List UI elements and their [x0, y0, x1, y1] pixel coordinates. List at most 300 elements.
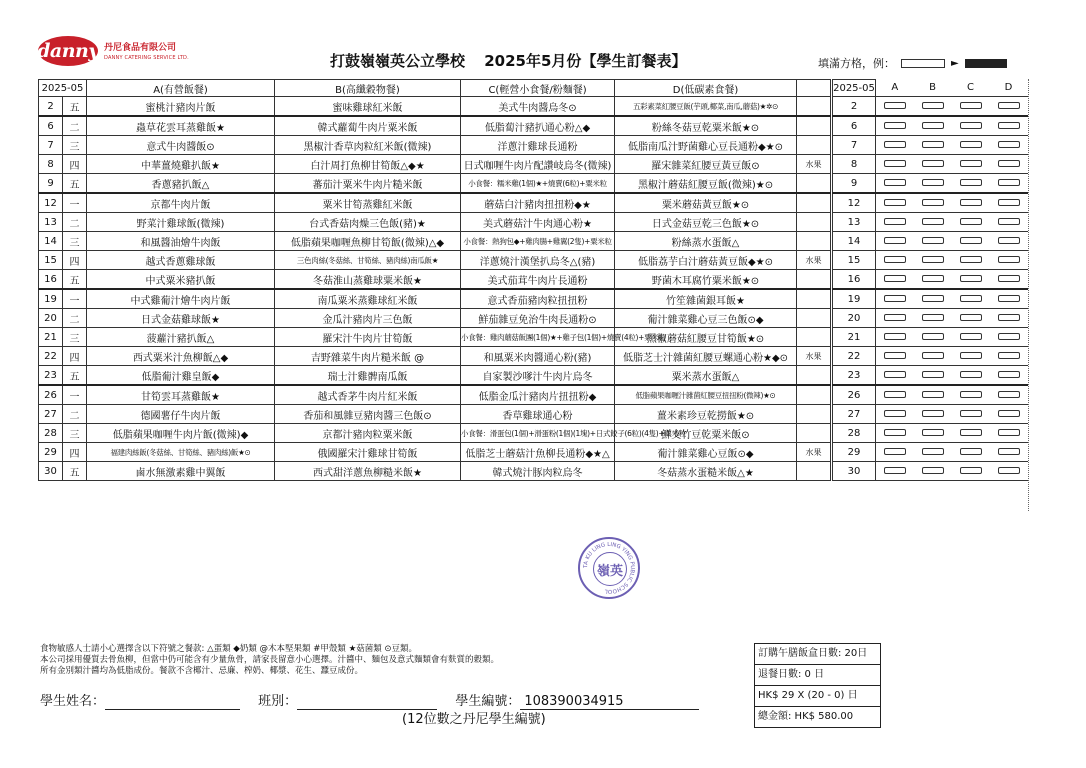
choice-box-d[interactable] [998, 160, 1020, 167]
choice-box-d[interactable] [998, 141, 1020, 148]
choice-box-d[interactable] [998, 237, 1020, 244]
meal-b: 瑞士汁雞髀南瓜飯 [275, 366, 461, 386]
choice-box-c[interactable] [960, 179, 982, 186]
choice-box-d[interactable] [998, 467, 1020, 474]
grid-cell-a [876, 424, 914, 443]
grid-date: 2 [833, 97, 876, 117]
menu-row [39, 443, 831, 462]
grid-cell-b [914, 193, 952, 213]
row-date: 12 [39, 193, 63, 213]
meal-c: 美式牛肉醬烏冬⊙ [461, 97, 615, 117]
choice-box-c[interactable] [960, 410, 982, 417]
menu-row [39, 462, 831, 481]
student-id-label: 學生編號： [455, 694, 521, 709]
meal-d: 野菌木耳腐竹粟米飯★⊙ [615, 270, 797, 290]
grid-cell-c [952, 270, 990, 290]
row-weekday: 五 [63, 97, 87, 117]
choice-box-b[interactable] [922, 467, 944, 474]
meal-c: 低脂蔔汁豬扒通心粉△◆ [461, 116, 615, 136]
grid-date: 27 [833, 405, 876, 424]
grid-cell-b [914, 116, 952, 136]
choice-box-b[interactable] [922, 199, 944, 206]
grid-cell-c [952, 232, 990, 251]
grid-cell-a [876, 251, 914, 270]
row-weekday: 三 [63, 232, 87, 251]
grid-date: 16 [833, 270, 876, 290]
meal-a: 中式雞葡汁燴牛肉片飯 [87, 289, 275, 309]
row-date: 27 [39, 405, 63, 424]
choice-box-d[interactable] [998, 429, 1020, 436]
choice-box-b[interactable] [922, 275, 944, 282]
grid-cell-a [876, 232, 914, 251]
meal-b: 俄國羅宋汁雞球甘筍飯 [275, 443, 461, 462]
menu-header-date: 2025-05 [39, 80, 87, 97]
fruit-note [797, 462, 831, 481]
fruit-note [797, 309, 831, 328]
choice-box-a[interactable] [884, 218, 906, 225]
meal-b: 台式香菇肉燥三色飯(豬)★ [275, 213, 461, 232]
grid-cell-a [876, 385, 914, 405]
choice-box-a[interactable] [884, 295, 906, 302]
choice-box-a[interactable] [884, 429, 906, 436]
meal-b: 蕃茄汁粟米牛肉片糙米飯 [275, 174, 461, 194]
grid-cell-b [914, 462, 952, 481]
choice-box-c[interactable] [960, 237, 982, 244]
fruit-note: 水果 [797, 251, 831, 270]
grid-cell-b [914, 328, 952, 347]
choice-box-a[interactable] [884, 467, 906, 474]
meal-a: 低脂葡汁雞皇飯◆ [87, 366, 275, 386]
menu-row [39, 309, 831, 328]
meal-a: 鹵水無激素雞中翼飯 [87, 462, 275, 481]
meal-d: 黑椒汁蘑菇紅腰豆飯(微辣)★⊙ [615, 174, 797, 194]
grid-cell-b [914, 136, 952, 155]
meal-d: 葡汁雜菜雞心豆三色飯⊙◆ [615, 309, 797, 328]
row-date: 23 [39, 366, 63, 386]
choice-box-d[interactable] [998, 391, 1020, 398]
row-date: 20 [39, 309, 63, 328]
choice-box-a[interactable] [884, 333, 906, 340]
grid-cell-d [990, 270, 1028, 290]
meal-d: 日式金菇豆乾三色飯★⊙ [615, 213, 797, 232]
stamp-center: 嶺英 [593, 552, 627, 586]
menu-header-d: D(低碳素食餐) [615, 80, 797, 97]
choice-box-d[interactable] [998, 218, 1020, 225]
menu-row [39, 405, 831, 424]
school-name: 打鼓嶺嶺英公立學校 [330, 52, 466, 70]
meal-b: 韓式蘿蔔牛肉片粟米飯 [275, 116, 461, 136]
menu-header-a: A(有營飯餐) [87, 80, 275, 97]
choice-box-b[interactable] [922, 448, 944, 455]
choice-box-b[interactable] [922, 141, 944, 148]
meal-b: 冬菇淮山蒸雞球粟米飯★ [275, 270, 461, 290]
meal-b: 低脂蘋果咖喱魚柳甘筍飯(微辣)△◆ [275, 232, 461, 251]
company-name [104, 43, 189, 63]
grid-cell-d [990, 424, 1028, 443]
row-weekday: 五 [63, 270, 87, 290]
grid-cell-b [914, 213, 952, 232]
choice-box-b[interactable] [922, 122, 944, 129]
choice-box-b[interactable] [922, 237, 944, 244]
grid-row [833, 443, 1028, 462]
grid-date: 28 [833, 424, 876, 443]
grid-cell-a [876, 309, 914, 328]
meal-a: 香蔥豬扒飯△ [87, 174, 275, 194]
grid-cell-b [914, 424, 952, 443]
meal-b: 吉野雜菜牛肉片糙米飯 @ [275, 347, 461, 366]
row-date: 2 [39, 97, 63, 117]
grid-cell-d [990, 443, 1028, 462]
row-weekday: 四 [63, 251, 87, 270]
grid-row [833, 462, 1028, 481]
meal-c: 鮮茄雜豆免治牛肉長通粉⊙ [461, 309, 615, 328]
choice-box-a[interactable] [884, 256, 906, 263]
fruit-note [797, 116, 831, 136]
choice-box-a[interactable] [884, 391, 906, 398]
grid-header-date: 2025-05 [833, 80, 876, 97]
menu-row [39, 193, 831, 213]
choice-box-b[interactable] [922, 391, 944, 398]
meal-b: 黑椒汁香草肉粒紅米飯(微辣) [275, 136, 461, 155]
choice-box-d[interactable] [998, 256, 1020, 263]
meal-d: 黑椒蘑菇紅腰豆甘筍飯★⊙ [615, 328, 797, 347]
grid-cell-d [990, 347, 1028, 366]
choice-box-a[interactable] [884, 410, 906, 417]
meal-c: 美式蘑菇汁牛肉通心粉★ [461, 213, 615, 232]
row-weekday: 二 [63, 405, 87, 424]
grid-row [833, 155, 1028, 174]
grid-date: 6 [833, 116, 876, 136]
choice-box-c[interactable] [960, 160, 982, 167]
menu-row [39, 289, 831, 309]
row-date: 26 [39, 385, 63, 405]
row-date: 21 [39, 328, 63, 347]
grid-cell-d [990, 193, 1028, 213]
choice-box-a[interactable] [884, 237, 906, 244]
choice-box-b[interactable] [922, 371, 944, 378]
choice-box-c[interactable] [960, 391, 982, 398]
choice-box-d[interactable] [998, 122, 1020, 129]
meal-d: 竹笙雜菌銀耳飯★ [615, 289, 797, 309]
menu-row [39, 328, 831, 347]
choice-box-b[interactable] [922, 256, 944, 263]
choice-box-a[interactable] [884, 102, 906, 109]
meal-c: 和風粟米肉醬通心粉(豬) [461, 347, 615, 366]
grid-row [833, 232, 1028, 251]
meal-d: 粟米蒸水蛋飯△ [615, 366, 797, 386]
choice-box-d[interactable] [998, 333, 1020, 340]
meal-b: 蜜味雞球紅米飯 [275, 97, 461, 117]
meal-d: 低脂蘋果咖喱汁雜菌紅腰豆扭扭粉(微辣)★⊙ [615, 385, 797, 405]
choice-box-b[interactable] [922, 160, 944, 167]
row-date: 14 [39, 232, 63, 251]
choice-box-c[interactable] [960, 295, 982, 302]
choice-box-c[interactable] [960, 102, 982, 109]
row-date: 6 [39, 116, 63, 136]
row-date: 7 [39, 136, 63, 155]
choice-box-a[interactable] [884, 199, 906, 206]
meal-a: 越式香蔥雞球飯 [87, 251, 275, 270]
choice-box-a[interactable] [884, 314, 906, 321]
grid-cell-a [876, 289, 914, 309]
grid-cell-c [952, 213, 990, 232]
grid-right-border [1028, 79, 1030, 511]
choice-box-d[interactable] [998, 314, 1020, 321]
empty-box-example [901, 59, 945, 68]
menu-row [39, 251, 831, 270]
row-date: 30 [39, 462, 63, 481]
grid-date: 26 [833, 385, 876, 405]
student-name-field[interactable] [105, 695, 240, 710]
meal-d: 粟米蘑菇黃豆飯★⊙ [615, 193, 797, 213]
choice-box-d[interactable] [998, 275, 1020, 282]
fruit-note [797, 174, 831, 194]
arrow-icon: ► [951, 57, 959, 69]
menu-table [38, 79, 831, 481]
danny-logo: danny [38, 36, 98, 66]
summary-total: 總金額: HK$ 580.00 [758, 711, 854, 722]
choice-box-c[interactable] [960, 122, 982, 129]
grid-date: 9 [833, 174, 876, 194]
meal-a: 京都牛肉片飯 [87, 193, 275, 213]
fruit-note [797, 232, 831, 251]
class-label: 班別： [258, 694, 298, 709]
grid-date: 29 [833, 443, 876, 462]
meal-c: 日式咖喱牛肉片配讚岐烏冬(微辣) [461, 155, 615, 174]
meal-c: 香草雞球通心粉 [461, 405, 615, 424]
grid-row [833, 270, 1028, 290]
choice-box-a[interactable] [884, 160, 906, 167]
choice-box-c[interactable] [960, 352, 982, 359]
grid-cell-b [914, 385, 952, 405]
grid-row [833, 136, 1028, 155]
grid-cell-a [876, 462, 914, 481]
row-weekday: 三 [63, 328, 87, 347]
grid-cell-d [990, 155, 1028, 174]
choice-box-c[interactable] [960, 429, 982, 436]
menu-row [39, 270, 831, 290]
choice-box-c[interactable] [960, 467, 982, 474]
meal-c: 洋蔥汁雞球長通粉 [461, 136, 615, 155]
meal-c: 自家製沙嗲汁牛肉片烏冬 [461, 366, 615, 386]
grid-cell-b [914, 251, 952, 270]
choice-box-c[interactable] [960, 199, 982, 206]
choice-box-b[interactable] [922, 218, 944, 225]
choice-box-b[interactable] [922, 102, 944, 109]
meal-b: 香茄和風雜豆豬肉醬三色飯⊙ [275, 405, 461, 424]
grid-cell-d [990, 405, 1028, 424]
grid-cell-b [914, 270, 952, 290]
grid-cell-c [952, 116, 990, 136]
grid-cell-c [952, 405, 990, 424]
choice-box-c[interactable] [960, 448, 982, 455]
form-month: 2025年5月份 [484, 52, 582, 70]
grid-row [833, 213, 1028, 232]
grid-cell-a [876, 328, 914, 347]
meal-b: 越式香茅牛肉片紅米飯 [275, 385, 461, 405]
grid-cell-d [990, 309, 1028, 328]
row-date: 15 [39, 251, 63, 270]
row-weekday: 三 [63, 424, 87, 443]
choice-box-a[interactable] [884, 371, 906, 378]
meal-a: 中華薑燒雞扒飯★ [87, 155, 275, 174]
grid-date: 21 [833, 328, 876, 347]
grid-cell-a [876, 270, 914, 290]
row-date: 8 [39, 155, 63, 174]
choice-box-b[interactable] [922, 352, 944, 359]
choice-box-a[interactable] [884, 179, 906, 186]
grid-cell-b [914, 155, 952, 174]
row-weekday: 四 [63, 347, 87, 366]
row-date: 19 [39, 289, 63, 309]
meal-d: 薑米素珍豆乾撈飯★⊙ [615, 405, 797, 424]
meal-c: 小食餐：熱狗包◆+雞肉腸+雞翼(2隻)+粟米粒 [461, 232, 615, 251]
row-weekday: 一 [63, 385, 87, 405]
grid-cell-d [990, 97, 1028, 117]
filled-box-example [965, 59, 1007, 68]
grid-date: 12 [833, 193, 876, 213]
meal-a: 蟲草花雲耳蒸雞飯★ [87, 116, 275, 136]
student-id-field[interactable]: 108390034915 [520, 694, 699, 710]
choice-box-d[interactable] [998, 179, 1020, 186]
menu-row [39, 136, 831, 155]
grid-cell-c [952, 136, 990, 155]
meal-c: 蘑菇白汁豬肉扭扭粉◆★ [461, 193, 615, 213]
choice-box-d[interactable] [998, 352, 1020, 359]
menu-row [39, 232, 831, 251]
choice-box-d[interactable] [998, 410, 1020, 417]
grid-date: 7 [833, 136, 876, 155]
choice-box-d[interactable] [998, 448, 1020, 455]
choice-box-a[interactable] [884, 448, 906, 455]
grid-cell-b [914, 366, 952, 386]
grid-cell-a [876, 347, 914, 366]
grid-cell-b [914, 443, 952, 462]
meal-a: 菠蘿汁豬扒飯△ [87, 328, 275, 347]
meal-c: 意式香茄豬肉粒扭扭粉 [461, 289, 615, 309]
grid-cell-d [990, 385, 1028, 405]
school-stamp [578, 537, 640, 599]
choice-box-d[interactable] [998, 199, 1020, 206]
stamp-ring-text: TA KU LING LING YING PUBLIC SCHOOL [582, 541, 636, 595]
choice-box-a[interactable] [884, 141, 906, 148]
grid-cell-c [952, 289, 990, 309]
choice-box-c[interactable] [960, 141, 982, 148]
grid-date: 30 [833, 462, 876, 481]
meal-a: 西式粟米汁魚柳飯△◆ [87, 347, 275, 366]
choice-box-c[interactable] [960, 275, 982, 282]
meal-b: 西式甜洋蔥魚柳糙米飯★ [275, 462, 461, 481]
choice-box-b[interactable] [922, 410, 944, 417]
grid-cell-a [876, 405, 914, 424]
fruit-note [797, 405, 831, 424]
student-info [40, 690, 699, 710]
choice-box-a[interactable] [884, 275, 906, 282]
row-date: 16 [39, 270, 63, 290]
grid-cell-c [952, 366, 990, 386]
grid-row [833, 309, 1028, 328]
note-line: 所有金別類汁醬均為低脂成份。餐款不含椰汁、忌廉、榨奶、椰漿、花生、蠶豆成份。 [40, 666, 364, 676]
fruit-note [797, 424, 831, 443]
note-line: 本公司採用優質去骨魚柳，但當中仍可能含有少量魚骨，請家長留意小心選擇。汁醬中、麵包及意式麵類會有麩質的穀類。 [40, 655, 500, 665]
row-weekday: 五 [63, 366, 87, 386]
meal-a: 日式金菇雞球飯★ [87, 309, 275, 328]
meal-d: 粉絲冬菇豆乾粟米飯★⊙ [615, 116, 797, 136]
order-grid [832, 79, 1028, 481]
grid-cell-d [990, 213, 1028, 232]
summary-calc: HK$ 29 X (20 - 0) 日 [755, 686, 880, 707]
row-date: 29 [39, 443, 63, 462]
menu-header-c: C(輕營小食餐/粉麵餐) [461, 80, 615, 97]
choice-box-d[interactable] [998, 102, 1020, 109]
grid-row [833, 385, 1028, 405]
grid-cell-b [914, 347, 952, 366]
choice-box-c[interactable] [960, 218, 982, 225]
grid-row [833, 97, 1028, 117]
choice-box-c[interactable] [960, 314, 982, 321]
choice-box-b[interactable] [922, 295, 944, 302]
menu-row [39, 213, 831, 232]
meal-a: 福建肉絲飯(冬菇絲、甘筍絲、豬肉絲)飯★⊙ [87, 443, 275, 462]
fruit-note [797, 366, 831, 386]
grid-cell-d [990, 251, 1028, 270]
choice-box-b[interactable] [922, 179, 944, 186]
meal-d: 低脂芝士汁雜菌紅腰豆螺通心粉★◆⊙ [615, 347, 797, 366]
choice-box-a[interactable] [884, 352, 906, 359]
menu-row [39, 116, 831, 136]
grid-row [833, 193, 1028, 213]
grid-cell-b [914, 405, 952, 424]
row-weekday: 五 [63, 462, 87, 481]
grid-cell-d [990, 232, 1028, 251]
meal-a: 中式粟米豬扒飯 [87, 270, 275, 290]
allergy-notes [40, 644, 499, 677]
grid-date: 15 [833, 251, 876, 270]
choice-box-c[interactable] [960, 371, 982, 378]
grid-cell-d [990, 136, 1028, 155]
meal-b: 三色肉絲(冬菇絲、甘筍絲、豬肉絲)南瓜飯★ [275, 251, 461, 270]
grid-date: 23 [833, 366, 876, 386]
choice-box-d[interactable] [998, 371, 1020, 378]
row-weekday: 一 [63, 289, 87, 309]
row-date: 13 [39, 213, 63, 232]
grid-cell-b [914, 289, 952, 309]
fruit-note [797, 385, 831, 405]
fruit-note [797, 213, 831, 232]
row-date: 28 [39, 424, 63, 443]
grid-cell-b [914, 174, 952, 194]
choice-box-c[interactable] [960, 256, 982, 263]
grid-row [833, 347, 1028, 366]
menu-row [39, 155, 831, 174]
meal-b: 粟米甘筍蒸雞紅米飯 [275, 193, 461, 213]
choice-box-c[interactable] [960, 333, 982, 340]
student-name-label: 學生姓名： [40, 694, 106, 709]
choice-box-a[interactable] [884, 122, 906, 129]
fruit-note: 水果 [797, 155, 831, 174]
choice-box-d[interactable] [998, 295, 1020, 302]
fruit-note: 水果 [797, 443, 831, 462]
grid-cell-a [876, 97, 914, 117]
grid-cell-d [990, 116, 1028, 136]
choice-box-b[interactable] [922, 429, 944, 436]
meal-a: 德國薯仔牛肉片飯 [87, 405, 275, 424]
meal-c: 韓式燒汁豚肉粒烏冬 [461, 462, 615, 481]
grid-cell-a [876, 443, 914, 462]
choice-box-b[interactable] [922, 314, 944, 321]
meal-d: 粉絲蒸水蛋飯△ [615, 232, 797, 251]
choice-box-b[interactable] [922, 333, 944, 340]
